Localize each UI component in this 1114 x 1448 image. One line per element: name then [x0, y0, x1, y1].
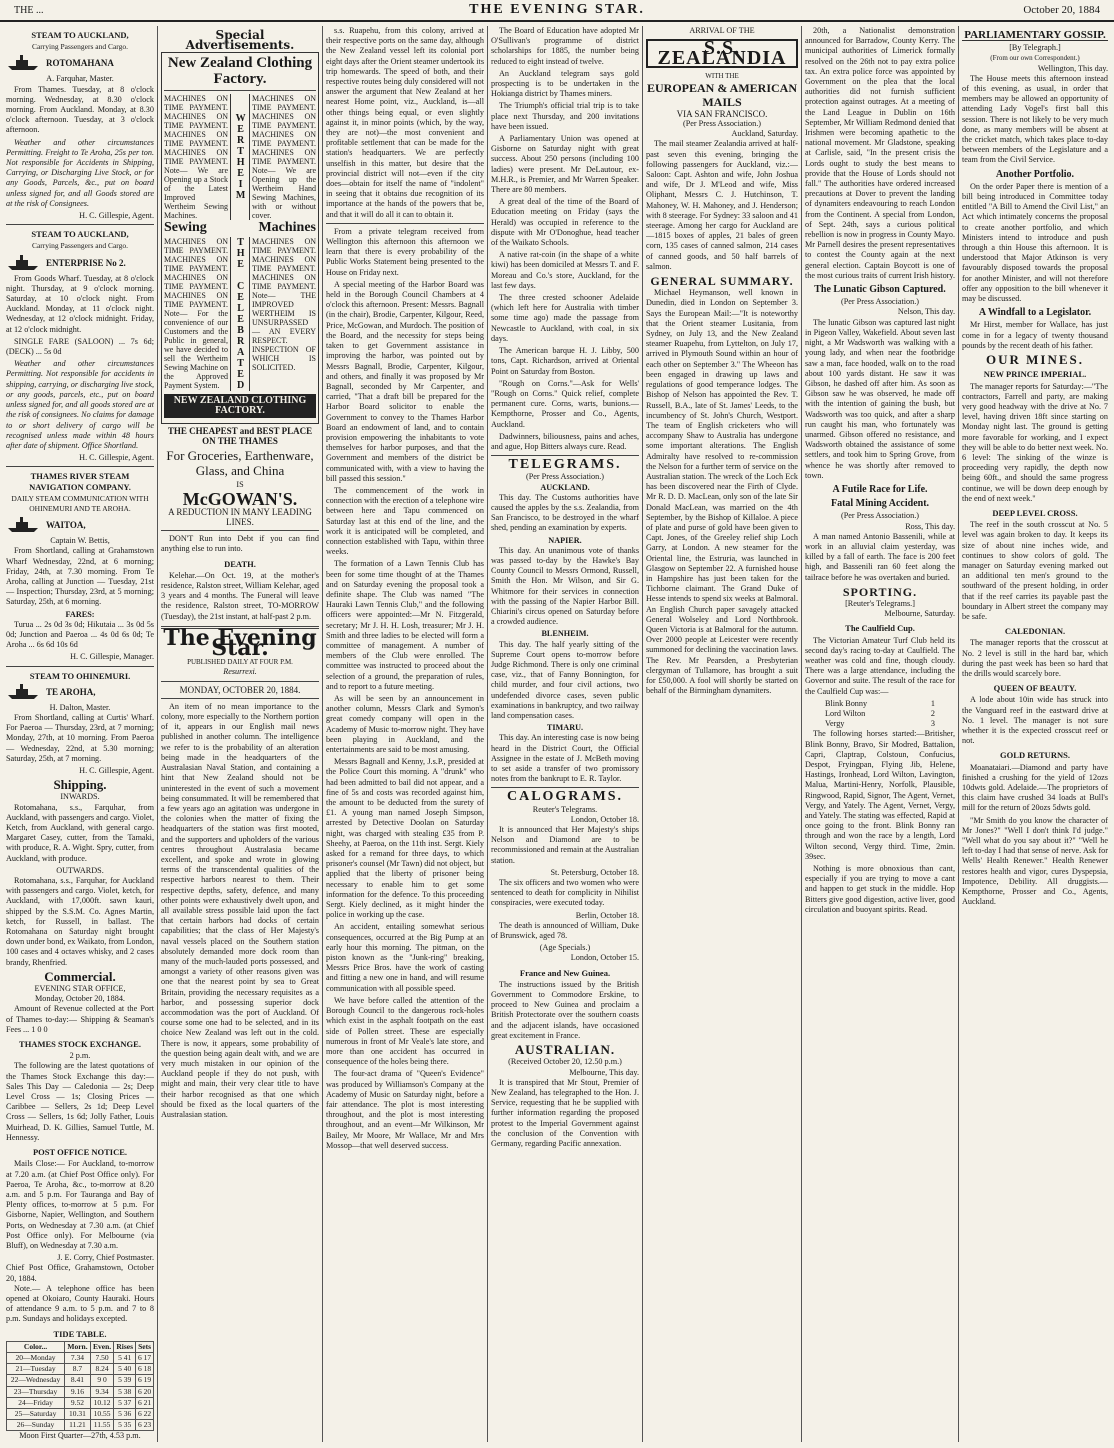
col6-fatal-head: Fatal Mining Accident. [830, 498, 930, 510]
col5-with: WITH THE [705, 71, 739, 80]
tide-cell: 5 37 [114, 1397, 136, 1408]
col7-gr-head: GOLD RETURNS. [1000, 750, 1070, 761]
col4-body7: The three crested schooner Adelaide (which left here for Australia with timber some time ago) made the passage from Newcastle to Auckland, with coal, in six days. [491, 293, 639, 343]
col3-body1: s.s. Ruapehu, from this colony, arrived at their respective ports on the same day, although the New Zealand vessel left its colonial port eight days after the Orient steamer undertook its trip homewards. The speed of both, and their respective routes being duly considered will not answer the argument that New Zealand at her nearest Home point, viz., Auckland, is—all other things being equal, or even slightly against it, in minor points (which, by the way, they are not)—the most convenient and profitable settlement that can be made for the station's headquarters. We are perfectly unselfish in this matter, but desire that the provincial district will not—even if the city does—obtain for itself the name of "indolent" in seeing that it obtains due recognition of its importance at the hands of the powers that be, and that it will do all it can to obtain it. [326, 26, 484, 219]
col1-s3-master: Captain W. Bettis, [50, 536, 110, 546]
col4-c4-head: (Age Specials.) [539, 943, 591, 953]
tide-col-header: Rises [114, 1341, 136, 1352]
col2-ad-left1: MACHINES ON TIME PAYMENT. MACHINES ON TIME PAYMENT. MACHINES ON TIME PAYMENT. MACHINES ON TIME PAYMENT. Note— We are Opening up a Stock of the Latest Improved Wertheim Sewing Machines. [164, 94, 228, 221]
col7-ad-body: "Mr Smith do you know the character of Mr Jones?" "Well I don't think I'd judge." "Well what do you say about it?" "Well he left to-day I had that sense of nerve. Ask for Wells' Health Renewer." Health Renewer restores health and vigor, cures Dyspepsia, Impotence, Debility. All druggists.—Kempthorne, Prosser and Co., Agents, Auckland. [962, 815, 1108, 907]
col2-es-date: MONDAY, OCTOBER 20, 1884. [179, 684, 301, 695]
col6-sport-body: The Victorian Amateur Turf Club held its second day's racing to-day at Caulfield. The weather was cold and fine, though cloudy. There was a large attendance, including the Governor and suite. The result of the race for the Caulfield Cup was:— [805, 635, 955, 696]
col1-s1-note: Weather and other circumstances Permitting. Freight to Te Aroha, 25s per ton. Not responsible for Accidents in Shipping, Carrying, or Discharging Live Stock, or for any Goods, Parcels, &c., put on board unless signed for, and all Goods stored are at the risk of Consignees. [6, 137, 154, 208]
tide-cell: 26—Sunday [7, 1420, 65, 1431]
col1-commercial-body: Amount of Revenue collected at the Port of Thames to-day:— Shipping & Seaman's Fees ... 1 0 0 [6, 1004, 154, 1034]
col4-cal-sub: Reuter's Telegrams. [532, 804, 598, 814]
placing: 3 [930, 719, 935, 729]
tide-col-header: Color... [7, 1341, 65, 1352]
col2-ad-vert1: WERTHEIM [230, 94, 250, 220]
col4-aus-head: AUSTRALIAN. [514, 1042, 616, 1058]
col6-luna-body: The lunatic Gibson was captured last night in Pigeon Valley, Wakefield. About seven last night, a Mr Wadsworth was walking with a young lady, and when near the footbridge saw a man, face hooded, walk on to the road about 100 yards distant. He saw it was Gibson, he dashed off after him. As soon as Gibson saw he was observed, he made off with the intention of gaining the bush, but Wadsworth was too quick, and after a sharp run caught his man, who fortunately was unarmed. Gibson offered no resistance, and Wadsworth obtained the assistance of some settlers, and took him to Spring Grove, from whence he was shortly after removed to town. [805, 317, 955, 480]
tide-cell: 8.7 [65, 1364, 91, 1375]
divider [161, 698, 319, 699]
col6-sport-head: SPORTING. [842, 584, 918, 599]
col1-s1-head: STEAM TO AUCKLAND, [31, 30, 129, 40]
column-rule [958, 26, 959, 1442]
col3-body2: From a private telegram received from Wellington this afternoon this afternoon we learn that there is every probability of the Public Works Statement being presented to the House on Friday next. [326, 226, 484, 277]
col5-ship: S.S. ZEALANDIA [646, 39, 798, 67]
col7-gr-body: Moanataiari.—Diamond and party have finished a crushing for the yield of 12ozs 10dwts gold. Adelaide.—The proprietors of this claim have crushed 34 loads at Bull's mill for the return of 20ozs 5dwts gold. [962, 762, 1108, 813]
tide-cell: 22—Wednesday [7, 1375, 65, 1386]
tide-row [7, 1386, 154, 1397]
clothing-factory-ad [161, 52, 319, 424]
col1-s3-agent: H. C. Gillespie, Manager. [70, 652, 154, 662]
column-rule [801, 26, 802, 1442]
tide-cell: 9.52 [65, 1397, 91, 1408]
col6-fatal-body: A man named Antonio Bassenili, while at work in an alluvial claim yesterday, was killed by a fall of earth. The face is 200 feet high, and Bassenili ran 60 feet along the tailrace before he was overtaken and buried. [805, 531, 955, 582]
col1-tide-foot: Moon First Quarter—27th, 4.53 p.m. [19, 1431, 141, 1441]
col2-es-motto: Resurrexi. [223, 667, 257, 677]
placing: 1 [930, 698, 935, 708]
col4-c3-body: The death is announced of William, Duke of Brunswick, aged 78. [491, 920, 639, 941]
tide-row [7, 1364, 154, 1375]
col1-s2-fares: SINGLE FARE (SALOON) ... 7s 6d; (DECK) ... 5s 0d [6, 336, 154, 357]
col6-luna-place: Nelson, This day. [897, 307, 955, 317]
col4-c4-place: London, October 15. [570, 953, 639, 963]
col2-mg-debt: DON'T Run into Debt if you can find anything else to run into. [161, 534, 319, 554]
cup-result-row [825, 709, 955, 719]
col1-post-note: Note.— A telephone office has been opened at Okoiaro, County Hauraki. Hours of attendance 9 a.m. to 5 p.m. and 7 to 8 p.m. Sundays and holidays excepted. [6, 1283, 154, 1324]
col4-body1: The Board of Education have adopted Mr O'Sullivan's programme of district scholarships for 1885, the number being reduced to eight instead of twelve. [491, 26, 639, 66]
col6-sport-body3: Nothing is more obnoxious than cant, especially if you are trying to move a cant and happen to get stuck in the middle. Hop Bitters give good digestion, active liver, good circulation and buoyant spirits. Read. [805, 864, 955, 914]
divider [326, 223, 484, 224]
col1-s1-ship: ROTOMAHANA [46, 58, 114, 69]
masthead-left: THE ... [14, 4, 44, 16]
tide-cell: 5 38 [114, 1386, 136, 1397]
col7-cal-body: The manager reports that the crosscut at No. 2 level is still in the hard bar, which during the past week has been so hard that the drills would scarcely bore. [962, 638, 1108, 678]
tide-cell: 5 39 [114, 1375, 136, 1386]
tide-cell: 9.34 [90, 1386, 113, 1397]
col2-ad-machines: Machines [258, 220, 316, 236]
col2-ad-right1: MACHINES ON TIME PAYMENT. MACHINES ON TIME PAYMENT. MACHINES ON TIME PAYMENT. MACHINES ON TIME PAYMENT. Note— We are Opening up the Wertheim Hand Sewing Machines, with or without cover. [252, 94, 316, 221]
col1-s3-ship-row [6, 516, 154, 534]
masthead-date: October 20, 1884 [1023, 4, 1100, 16]
column-rule [322, 26, 323, 1442]
col7-dlc-body: The reef in the south crosscut at No. 5 level was again broken to day. It keeps its size of about nine inches wide, and continues to show colors of gold. The manager on Saturday evening marked out an additional ten men's ground to the southward of the present holding, in order that if the reef carries its payable past the boundary in Albert street the company may be safe. [962, 520, 1108, 621]
col4-body5: A great deal of the time of the Board of Education meeting on Friday (says the Herald) was occupied in reference to the dispute with Mr O'Donoghue, head teacher of the Waikato Schools. [491, 197, 639, 248]
divider [164, 90, 316, 91]
column-5 [646, 26, 798, 1442]
col5-sub: (Per Press Association.) [682, 119, 761, 129]
col7-pg-head: PARLIAMENTARY GOSSIP. [962, 30, 1108, 41]
col2-mg-note: A REDUCTION IN MANY LEADING LINES. [168, 506, 312, 528]
col6-futile-head: A Futile Race for Life. [832, 483, 928, 495]
tide-cell: 10.12 [90, 1397, 113, 1408]
col5-mails: EUROPEAN & AMERICAN MAILS [647, 80, 797, 109]
steamship-icon [6, 54, 40, 72]
col1-s1-body: From Thames. Tuesday, at 8 o'clock morning. Wednesday, at 8.30 o'clock morning. From Auckland. Monday, at 8.30 o'clock afternoon. Tuesday, at 3 o'clock afternoon. [6, 84, 154, 135]
col1-outwards: OUTWARDS. [56, 865, 104, 875]
tide-col-header: Sets [136, 1341, 154, 1352]
col1-s3-fares: Turua ... 2s 0d 3s 0d; Hikutaia ... 3s 0d 5s 0d; Junction and Paeroa ... 4s 0d 6s 0d; Te Aroha ... 6s 6d 10s 6d [6, 619, 154, 650]
divider [6, 466, 154, 467]
tide-cell: 8.24 [90, 1364, 113, 1375]
tide-cell: 6 18 [136, 1364, 154, 1375]
col1-s4-ship-row [6, 683, 154, 701]
col1-s1-master: A. Farquhar, Master. [46, 74, 114, 84]
col1-post-head: POST OFFICE NOTICE. [32, 1147, 128, 1158]
col1-stock-head: THAMES STOCK EXCHANGE. [19, 1039, 141, 1050]
col1-stock-body: The following are the latest quotations of the Thames Stock Exchange this day:— Sales This Day — Caledonia — 2s; Deep Level Cross — 1s; Closing Prices — Caribbee — Sellers, 2s 1d; Deep Level Cross — Sellers, 1s 6d; Jolly Father, Louis Muirhead, D. K. Gillies, Samuel Tuttle, M. Hennessy. [6, 1061, 154, 1142]
col4-c1-body: It is announced that Her Majesty's ships Nelson and Diamond are to be recommissioned and remain at the Australian station. [491, 825, 639, 865]
tide-row [7, 1352, 154, 1363]
col4-body10: Dadwinners, biliousness, pains and aches, and ague, Hop Bitters always cure. Read. [491, 431, 639, 451]
col4-c2-place: St. Petersburg, October 18. [550, 867, 639, 877]
column-4 [491, 26, 639, 1442]
column-3 [326, 26, 484, 1442]
col1-s2-ship: ENTERPRISE No 2. [46, 257, 126, 268]
col5-body1: The mail steamer Zealandia arrived at half-past seven this evening, bringing the following passengers for Auckland, viz.:—Saloon: Capt. Ashton and wife, John Joshua and wife, Dr J. M'Leod and wife, Miss Oliphant, Messrs C. J. Hutchinson, T. Mahoney, W. H. Mahoney, and J. Henderson; with 8 steerage. For Sydney: 33 saloon and 41 steerage. Among her cargo for Auckland are—1815 boxes of apples, 21 bales of green corn, 135 cases of canned salmon, 214 cases of canned goods, and 50 half barrels of salmon. [646, 139, 798, 271]
column-1 [6, 26, 154, 1442]
tide-col-header: Morn. [65, 1341, 91, 1352]
col2-death-head: DEATH. [224, 558, 256, 569]
col6-sport-body2: The following horses started:—Britisher, Blink Bonny, Bravo, Sir Modred, Battalion, Capri, Claptrap, Colstoun, Confucius, Despot, Fryingpan, Flying Jib, Helene, Hastings, Ironhead, Lord Wilton, Lavington, Malua, Martini-Henry, Norfolk, Plausible, Ringwood, Rapid, Signor, The Agent, Vernet, Vergy, and Yately. The Agent, Vernet, Vergy, and Yately. The stating was effected, Rapid at once going to the front. Blink Bonny ran through and won the race by a length, Lord Wilton second, Vergy third. Time, 2min. 39sec. [805, 729, 955, 861]
col4-c3-place: Berlin, October 18. [575, 910, 639, 920]
col5-arr-head: ARRIVAL OF THE [689, 26, 755, 35]
col7-pg-body: The House meets this afternoon instead of this evening, as usual, in order that members may be allowed an opportunity of attending Lady Vogel's first ball this session. There is not likely to be very much done, as many members will be absent at the cricket match, which takes place to-day between members of the Legislature and a team from the Civil Service. [962, 73, 1108, 165]
col2-death-body: Kelehar.—On Oct. 19, at the mother's residence, Ralston street, William Kelehar, aged 3 years and 4 months. The Funeral will leave the residence, Ralston street, TO-MORROW (Tuesday), the 21st instant, at half-past 2 p.m. [161, 570, 319, 621]
steamship-icon [6, 683, 40, 701]
col7-pg-from: (From our own Correspondent.) [990, 54, 1080, 63]
col6-sport-place: Melbourne, Saturday. [884, 609, 955, 619]
col1-s4-agent: H. C. Gillespie, Agent. [79, 765, 154, 775]
col1-s2-note: Weather and other circumstances Permitting. Not responsible for accidents in shipping, carrying, or discharging live stock, or any goods, parcels, etc., put on board unless signed for, and all goods stored are at the risk of consignees. No claims for damage to or short delivery of cargo will be recognised unless made within 48 hours after date of shipment. Office Shortland. [6, 359, 154, 450]
col4-cal-head: CALOGRAMS. [506, 789, 624, 805]
tide-cell: 5 36 [114, 1408, 136, 1419]
col1-commercial-date: Monday, October 20, 1884. [35, 994, 125, 1004]
col6-fatal-sub: (Per Press Association.) [840, 511, 919, 521]
tide-cell: 6 21 [136, 1397, 154, 1408]
tide-row [7, 1397, 154, 1408]
machines-grid-top [164, 94, 316, 220]
col4-t1-body: This day. The Customs authorities have caused the apples by the s.s. Zealandia, from San Francisco, to be destroyed in the wharf shed, pending an examination by experts. [491, 492, 639, 533]
col1-s1-agent: H. C. Gillespie, Agent. [79, 211, 154, 221]
tide-cell: 9 0 [90, 1375, 113, 1386]
col6-luna-head: The Lunatic Gibson Captured. [814, 284, 946, 296]
col4-t2-body: This day. An unanimous vote of thanks was passed to-day by the Hawke's Bay County Council to Messrs Ormond, Russell, Smith the Hon. Mr Wilson, and Sir G. Whitmore for their services in connection with the passing of the Napier Harbor Bill. Chiarini's circus opened on Saturday before a crowded audience. [491, 545, 639, 627]
divider [161, 681, 319, 682]
col7-pg-sub: [By Telegraph.] [1009, 43, 1061, 53]
col4-c1-place: London, October 18. [570, 814, 639, 824]
tide-cell: 5 40 [114, 1364, 136, 1375]
col3-body4: The commencement of the work in connection with the erection of a telephone wire between here and Tapu commenced on Saturday last at this end of the line, and the work it is anticipated will be completed, and connection established with Tapu, within three weeks. [326, 485, 484, 557]
divider [6, 224, 154, 225]
tide-row [7, 1375, 154, 1386]
tide-cell: 10.31 [65, 1408, 91, 1419]
col5-gs-body: Michael Heymanson, well known in Dunedin, died in London on September 3. Says the European Mail:—"It is noteworthy that the Orient steamer Lusitania, from Sydney, on July 13, and the New Zealand steamer Ruapehu, from Lyttelton, on July 17, arrived in Plymouth Sound within an hour of each other on September 3." The Wheeon has been engaged in drawing up laws and regulations of good temperance lodges. The Bishop of Nelson has appointed the Rev. T. Russell, B.A., late of St. James' Leeds, to the incumbency of St. John's Church, Westport. The team of English cricketers who will accompany Shaw to Australia has undergone some important alterations. The English Admiralty have resolved to re-commission the Nelson for a further term of service on the Australian station. The wreck of the Loch Eck has been discovered near the Firth of Clyde. Mr R. D. D. MacLean, only son of the late Sir Donald MacLean, was married on the 4th September, by the Bishop of Killaloe. A piece of plate and purse of gold have been given to Capt. Jones, of the Greeley relief ship Loch Garry, at London. A new steamer for the Oriental line, the Estruria, was launched in Glasgow on September 22. A furnished house in Hampshire has just been taken for the Tichborne claimant. The Grand Duke of Hesse intends to spend six weeks at Balmoral. An English Church paper savagely attacked General Wolseley and Lord Northbrook. Queen Victoria is at Balmoral for the autumn. Over 2000 people at Leicester were recently summoned for declining the vaccination laws. The Rev. Mr Pearsden, a Presbyterian clergyman of Tullamore, has brought a suit for £50,000. A fool will shortly be started on behalf of the Birmingham dynamiters. [646, 288, 798, 696]
tide-cell: 11.55 [90, 1420, 113, 1431]
col7-wind-body: Mr Hirst, member for Wallace, has just come in for a legacy of twenty thousand pounds by the recent death of his father. [962, 320, 1108, 350]
col3-body10: The four-act drama of "Queen's Evidence" was produced by Williamson's Company at the Academy of Music on Saturday night, before a fair attendance. The plot is most interesting throughout, and the plot is most interesting throughout, and an event—Mr Wilkinson, Mr Bailey, Mr Moore, Mr Wallace, Mr and Mrs Mossop—that well deserved success. [326, 1069, 484, 1150]
tide-cell: 6 17 [136, 1352, 154, 1363]
tide-cell: 8.41 [65, 1375, 91, 1386]
col7-cal-head: CALEDONIAN. [1004, 626, 1066, 637]
col4-t3-body: This day. The half yearly sitting of the Supreme Court opens to-morrow before Judge Richmond. There is only one criminal case, viz., that of Fanny Bonnington, for child murder, and four civil actions, two undefended divorce cases, seven public examinations in bankruptcy, and two railway land compensation cases. [491, 639, 639, 720]
col1-s4-head: STEAM TO OHINEMURI. [29, 670, 131, 681]
col2-ad-footer: NEW ZEALAND CLOTHING FACTORY. [164, 394, 316, 418]
col1-post-sign: J. E. Corry, Chief Postmaster. [57, 1253, 154, 1263]
divider [491, 455, 639, 456]
col3-body5: The formation of a Lawn Tennis Club has been for some time thought of at the Thames and on Saturday evening the proposal took a definite shape. The Club was named "The Hauraki Lawn Tennis Club," and the following officers were appointed:—Mr N. Fitzgerald, secretary; Mr J. H. H. Losh, treasurer; Mr J. H. Smith and three ladies to be elected will form a committee of management. A number of members of the Club were enrolled. The committee was instructed to proceed about the selection of a ground, the preparation of rules, and to report to a future meeting. [326, 559, 484, 691]
sewing-machines-row [164, 220, 316, 236]
col7-pg-place: Wellington, This day. [1037, 63, 1108, 73]
cup-results [805, 699, 955, 730]
col1-stock-time: 2 p.m. [69, 1051, 91, 1061]
col1-inwards-body: Rotomahana, s.s., Farquhar, from Auckland, with passengers and cargo. Violet, Ketch, from Auckland, with general cargo. Margaret Casey, cutter, from the Tamaki, with produce, R. A. Wight. Spry, cutter, from Auckland, with produce. [6, 802, 154, 863]
tide-cell: 6 20 [136, 1386, 154, 1397]
col1-s4-body: From Shortland, calling at Curtis' Wharf. For Paeroa — Thursday, 23rd, at 7 morning; Monday, 27th, at 10 morning. From Paeroa — Wednesday, 22nd, at 5.30 morning; Saturday, 25th, at 7 morning. [6, 712, 154, 763]
col4-t4-body: This day. An interesting case is now being heard in the District Court, the Official Assignee in the estate of J. McBeth moving to set aside a transfer of two promissory notes from the bankrupt to E. R. Taylor. [491, 733, 639, 784]
col1-shipping-head: Shipping. [53, 777, 107, 793]
col4-body6: A native rat-coin (in the shape of a white kiwi) has been domiciled at Messrs T. and F. Moreau and Co.'s store, Auckland, for the last few days. [491, 250, 639, 290]
col7-port-body: On the order Paper there is mention of a bill being introduced in Committee today entitled "A Bill to Amend the Civil List," an Act which intimately concerns the proposal to create another portfolio, and which Ministers intend to introduce and push through a thin House this afternoon. It is understood that Major Atkinson is very favourably disposed towards the proposal for another Minister, and will not therefore offer any opposition to the bill whenever it may be discussed. [962, 181, 1108, 304]
tide-cell: 6 19 [136, 1375, 154, 1386]
col7-dlc-head: DEEP LEVEL CROSS. [992, 507, 1078, 518]
col1-s2-body: From Goods Wharf. Tuesday, at 8 o'clock night. Thursday, at 9 o'clock morning. Saturday, at 10 o'clock night. From Auckland. Monday, at 11 o'clock night. Wednesday, at 12 o'clock midnight. Friday, at 12 o'clock midnight. [6, 273, 154, 334]
col4-aus-sub: (Received October 20, 12.50 p.m.) [508, 1057, 622, 1067]
tide-cell: 6 22 [136, 1408, 154, 1419]
tide-table [6, 1341, 154, 1432]
col5-via: VIA SAN FRANCISCO. [676, 108, 768, 119]
col2-es-title: The Evening Star. [163, 624, 317, 662]
divider [6, 666, 154, 667]
col2-ad-sewing: Sewing [164, 220, 207, 236]
tide-cell: 5 41 [114, 1352, 136, 1363]
horse-name: Vergy [825, 719, 845, 729]
col4-body8: The American barque H. J. Libby, 500 tons, Capt. Richardson, arrived at Oriental Point on Saturday from Boston. [491, 346, 639, 376]
col5-place: Auckland, Saturday. [731, 129, 798, 139]
col1-s3-fares-head: FARES: [65, 609, 95, 619]
col4-c4-title: France and New Guinea. [519, 967, 611, 978]
tide-col-header: Even. [90, 1341, 113, 1352]
col3-body3: A special meeting of the Harbor Board was held in the Borough Council Chambers at 4 o'clock this afternoon. Present: Messrs. Bagnall (in the chair), Brodie, Carpenter, Kilgour, Reed, Price, McGowan, and Murdoch. The position of the Board, and the necessity for steps being taken to get Government assistance in improving the harbor, was pointed out by Messrs Bagnall, Brodie, Carpenter, Kilgour, and others, and finally it was proposed by Mr Bagnall, seconded by Mr Carpenter, and carried, "That a draft bill be prepared for the Harbor Board solicitor to enable the Government to convey to the Thames Harbor Board an endowment of land, and to contain provision empowering the inhabitants to vote themselves for harbor purposes, and that the Government and members of the district be communicated with, with a view to having the bill passed this session." [326, 279, 484, 483]
col7-np-head: NEW PRINCE IMPERIAL. [983, 369, 1087, 380]
tide-cell: 23—Thursday [7, 1386, 65, 1397]
col2-ad-right2: MACHINES ON TIME PAYMENT. MACHINES ON TIME PAYMENT. MACHINES ON TIME PAYMENT. Note— THE IMPROVED WERTHEIM IS UNSURPASSED — AN EVERY RESPECT. INSPECTION OF WHICH IS SOLICITED. [252, 236, 316, 372]
col4-c2-body: The six officers and two women who were sentenced to death for complicity in Nihilist conspiracies, were executed today. [491, 878, 639, 908]
col1-inwards: INWARDS. [60, 792, 100, 802]
col1-s3-sub: DAILY STEAM COMMUNICATION WITH OHINEMURI AND TE AROHA. [11, 493, 149, 513]
col3-body7: Messrs Bagnall and Kenny, J.s.P., presided at the Police Court this morning. A "drunk" who had been admitted to bail did not appear, and a fine of 5s and costs was recorded against him, the amount to be deducted from the surety of £1. A young man named Joseph Simpson, arrested by Detective Doolan on Saturday night, was charged with stealing £35 from P. Sheehy, at Paeroa, on the 11th inst. Sergt. Kiely asked for a remand for three days, to which prisoner's counsel (Mr Tawn) did not object, but applied that the liberty of prisoner being necessary to enable him to get some information for the defence. To this proceeding Sergt. Kiely declined, as it might hinder the police in working up the case. [326, 757, 484, 920]
col4-t3-place: BLENHEIM. [541, 629, 589, 639]
col6-body1: 20th, a Nationalist demonstration announced for Barradow, County Kerry. The municipal authorities of Limerick formally resolved on the 26th not to pay extra police tax. An extra police force was appointed by Government on the plea that the local authorities did not furnish sufficient protection against outrages. At a meeting of the Land League in Dublin on 16th September, Mr William Redmond denied that Irishmen were becoming apathetic to the national movement. Mr Gladstone, speaking at Carlisle, said, "In the present crisis the Lords ought to study the best means to provide that the House of Lords should not fall." The authorities have ordered increased precautions at Dover to prevent the landing of dynamiters endeavouring to reach London from the Continent. A special from London, of Sept. 24th, says a curious political rebellion is now in progress in County Mayo. Mr Parnell desires the present representatives to contest the County again at the next general election. Captain Boycott is one of the most curious traits of current Irish history. [805, 26, 955, 280]
col1-outwards-body: Rotomahana, s.s., Farquhar, for Auckland with passengers and cargo. Violet, ketch, for Auckland, with 17,000ft. sawn kauri, shipped by the S.S.M. Co. Agnes Martin, ketch, for Russell, in ballast. The Rotomahana on Saturday night brought down under bond, ex Waikato, from London, 100 cases and 4 octaves whisky, and 2 cases brandy, Rhenfried. [6, 876, 154, 967]
col1-tide-head: TIDE TABLE. [53, 1328, 107, 1339]
col1-post-body: Mails Close:— For Auckland, to-morrow at 7.20 a.m. (at Chief Post Office only). For Paeroa, Te Aroha, &c., to-morrow at 8.20 a.m. and 5 p.m. For Tauranga and Bay of Plenty offices, to-morrow at 5 p.m. For Gisborne, Napier, Wellington, and Southern Ports, on Wednesday at 7.30 a.m. (at Chief Post Office only). For Melbourne (via Bluff), on Wednesday at 7.30 a.m. [6, 1159, 154, 1250]
col1-s2-head: STEAM TO AUCKLAND, [31, 229, 129, 240]
col1-s1-ship-row [6, 54, 154, 72]
col1-commercial-head: Commercial. [44, 968, 116, 984]
col6-luna-sub: (Per Press Association.) [840, 297, 919, 307]
col7-qb-head: QUEEN OF BEAUTY. [993, 683, 1077, 694]
col2-mg-name: McGOWAN'S. [182, 488, 298, 509]
col1-s3-body: From Shortland, calling at Grahamstown Wharf Wednesday, 22nd, at 6 morning; Friday, 24th, at 7.30 morning. From Te Aroha, calling at Junction — Tuesday, 21st — Inspection; Thursday, 23rd, at 5 morning; Saturday, 25th, at 6 morning. [6, 546, 154, 607]
col1-s4-ship: TE AROHA, [46, 686, 96, 697]
col1-commercial-sub: EVENING STAR OFFICE, [34, 984, 126, 994]
masthead-title: THE EVENING STAR. [469, 2, 645, 17]
steamship-icon [6, 516, 40, 534]
divider [491, 787, 639, 788]
col4-body9: "Rough on Corns."—Ask for Wells' "Rough on Corns." Quick relief, complete permanent cure. Corns, warts, bunions.—Kempthorne, Prosser and Co., Agents, Auckland. [491, 378, 639, 429]
col6-sport-title: The Caulfield Cup. [845, 623, 915, 634]
tide-cell: 25—Saturday [7, 1408, 65, 1419]
col7-mines-head: OUR MINES. [985, 352, 1084, 368]
col2-mg-head: THE CHEAPEST and BEST PLACE ON THE THAMES [167, 426, 313, 447]
tide-cell: 5 35 [114, 1420, 136, 1431]
col4-body4: A Parliamentary Union was opened at Gisborne on Saturday night with great success. About 250 persons (including 100 ladies) were present. Mr DeLautour, ex-M.H.R., is Premier, and Mr Warren Speaker. There are 80 members. [491, 134, 639, 195]
col2-mg-for: For Groceries, Earthenware, Glass, and China [166, 448, 314, 479]
col1-s2-sub: Carrying Passengers and Cargo. [31, 241, 129, 251]
column-6 [805, 26, 955, 1442]
tide-cell: 6 23 [136, 1420, 154, 1431]
steamship-icon [6, 254, 40, 272]
col7-port-head: Another Portfolio. [995, 168, 1075, 180]
col3-body9: We have before called the attention of the Borough Council to the dangerous rock-holes which exist in the asphalt footpath on the east side of Pollen street. These are especially numerous in front of Mr Veale's late store, and more than one accident has occurred in consequence of the holes being there. [326, 995, 484, 1067]
tide-cell: 24—Friday [7, 1397, 65, 1408]
tide-cell: 20—Monday [7, 1352, 65, 1363]
tide-cell: 11.21 [65, 1420, 91, 1431]
tide-row [7, 1408, 154, 1419]
horse-name: Blink Bonny [825, 698, 868, 708]
col1-s3-head: THAMES RIVER STEAM NAVIGATION COMPANY. [29, 471, 131, 492]
col3-body6: As will be seen by an announcement in another column, Messrs Clark and Symon's great comedy company will open in the Academy of Music to-morrow night. They have been playing in Auckland, and the entertainments are said to be most amusing. [326, 694, 484, 755]
col2-ad-head: Special Advertisements. [185, 28, 295, 53]
column-2 [161, 26, 319, 1442]
col1-post-office: Chief Post Office, Grahamstown, October 20, 1884. [6, 1263, 154, 1283]
col2-ad-left2: MACHINES ON TIME PAYMENT. MACHINES ON TIME PAYMENT. MACHINES ON TIME PAYMENT. MACHINES ON TIME PAYMENT. Note— For the convenience of our Customers and the Public in general, we have decided to sell the Wertheim Sewing Machine on the Approved Payment System. [164, 236, 228, 390]
tide-row [7, 1420, 154, 1431]
machines-grid-bottom [164, 237, 316, 391]
col1-s2-ship-row [6, 254, 154, 272]
col6-fatal-place: Ross, This day. [905, 521, 955, 531]
horse-name: Lord Wilton [825, 709, 866, 718]
col4-c4-body: The instructions issued by the British Government to Commodore Erskine, to proceed to New Guinea and proclaim a British Protectorate over the southern coasts and the adjacent islands, have occasioned great excitement in France. [491, 979, 639, 1040]
col3-body8: An accident, entailing somewhat serious consequences, occurred at the Big Pump at an early hour this morning. The pitman, on the piston known as the "Junk-ring" breaking, Messrs Price Bros. have the work of casting and fitting a new one in hand, and will resume communication with all possible speed. [326, 922, 484, 993]
col4-tel-head: TELEGRAMS. [508, 457, 622, 473]
cup-result-row [825, 699, 955, 709]
col1-s3-ship: WAITOA, [46, 520, 86, 531]
col4-body2: An Auckland telegram says gold prospecting is to be undertaken in the Hokianga district by Thames miners. [491, 68, 639, 99]
col4-t4-place: TIMARU. [546, 723, 584, 733]
column-rule [642, 26, 643, 1442]
col4-body3: The Triumph's official trial trip is to take place next Thursday, and 200 invitations have been issued. [491, 101, 639, 131]
col1-s2-agent: H. C. Gillespie, Agent. [79, 453, 154, 463]
col6-sport-sub: [Reuter's Telegrams.] [845, 598, 915, 608]
tide-cell: 10.55 [90, 1408, 113, 1419]
cup-result-row [825, 719, 955, 729]
col1-s1-sub: Carrying Passengers and Cargo. [31, 42, 129, 52]
column-rule [487, 26, 488, 1442]
col4-t1-place: AUCKLAND. [540, 482, 590, 492]
col2-ad-title: New Zealand Clothing Factory. [167, 55, 313, 88]
col4-tel-sub: (Per Press Association.) [525, 472, 604, 482]
column-rule [157, 26, 158, 1442]
col7-np-body: The manager reports for Saturday:—"The contractors, Farrell and party, are making very good headway with the drive at No. 7 level, having driven 18ft since starting on Monday night last. The ground is getting more favorable for working, and I expect they will be able to do better next week. No. 6 level: The sinking of the winze is proceeding very rapidly, the depth now being 60ft., and should the same progress continue, we will be down deep enough by the end of next week." [962, 381, 1108, 503]
tide-cell: 9.16 [65, 1386, 91, 1397]
placing: 2 [930, 709, 935, 718]
col1-s4-master: H. Dalton, Master. [49, 702, 111, 712]
col4-aus-place: Melbourne, This day. [569, 1067, 639, 1077]
tide-cell: 7.50 [90, 1352, 113, 1363]
divider [161, 530, 319, 531]
col2-es-body: An item of no mean importance to the colony, more especially to the Northern portion of it, appears in our English mail news published in another column. The intelligence we refer to is the probability of an alteration being made in the headquarters of the Australasian Naval Station, and containing a hint that New Zealand should not be uninterested in the event of such a movement being consummated. It will be remembered that a few years ago an agitation was undergone in the colonies when the matter of fixing the headquarters of the station was first mooted, and the supporters and upholders of the various centres throughout Australasia became excellent, and spoke and wrote in glowing terms of the transcendental qualities of the respective harbors nearest to them. Their respective depths, safety, defence, and many other points were exhaustively dwelt upon, and all available stress possible laid upon the fact that certain harbors had docks of certain capabilities; that the class of Her Majesty's naval vessels placed on the Southern station absolutely demanded more dock room than many of the much-lauded ports possessed, and amongst a variety of other reasons given was one that the nearest point by sea to Great Britain, providing the necessary requisites as a harbor, and possessing superior dock accommodation was the port of Auckland. Of course some one had to be selected, and in its choice New Zealand was left out in the cold. There is now, it appears, some probability of the question being again dealt with, and we are very much mistaken in our opinion of the Auckland people if they do not push, with might and main, their very clear title to have their harbor recognised as that one which should be fixed as the local quarters of the Australasian station. [161, 701, 319, 1119]
col2-es-sub: PUBLISHED DAILY AT FOUR P.M. [187, 658, 293, 667]
column-7 [962, 26, 1108, 1442]
col2-mg-is: IS [236, 480, 244, 490]
col2-ad-celebrated: THE CELEBRATED [230, 237, 250, 391]
masthead [0, 0, 1114, 22]
tide-cell: 21—Tuesday [7, 1364, 65, 1375]
col7-wind-head: A Windfall to a Legislator. [978, 307, 1092, 319]
col4-t2-place: NAPIER. [548, 535, 582, 545]
col5-gs-head: GENERAL SUMMARY. [650, 274, 794, 289]
col7-qb-body: A lode about 10in wide has struck into the Vanguard reef in the eastward drive at No. 1 level. The manager is not sure whether it is the expected crosscut reef or not. [962, 695, 1108, 746]
col4-aus-body: It is transpired that Mr Stout, Premier of New Zealand, has telegraphed to the Hon. J. Service, requesting that he be supplied with further information regarding the proposed protest to the Imperial Government against the conclusion of the Convention with Germany, regarding Pacific annexation. [491, 1077, 639, 1148]
tide-cell: 7.34 [65, 1352, 91, 1363]
